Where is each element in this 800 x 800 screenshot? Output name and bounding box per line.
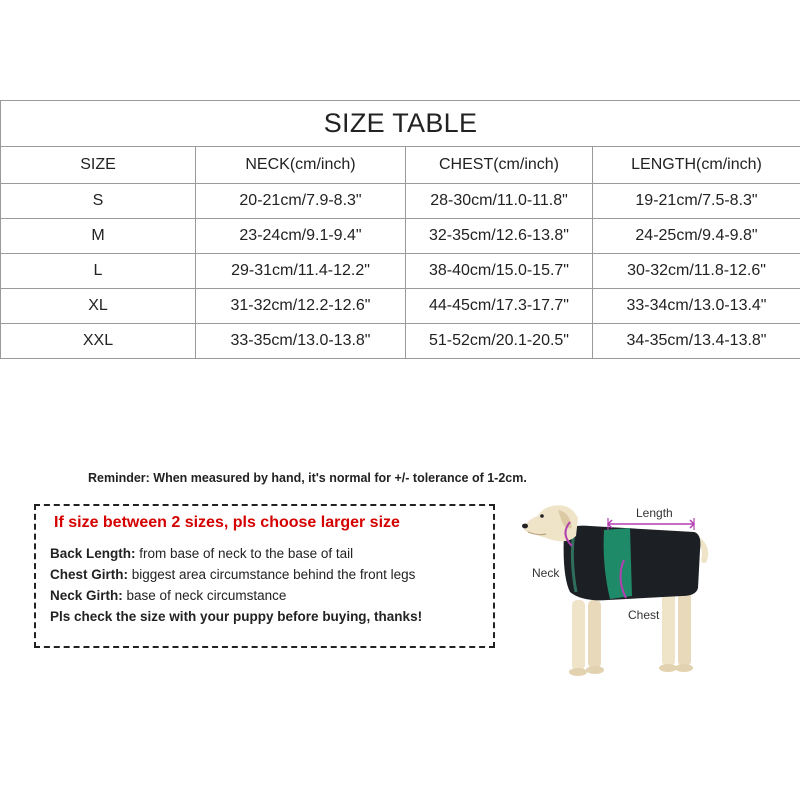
- measurement-guide-box: [34, 504, 495, 648]
- neck-girth-term: Neck Girth:: [50, 588, 123, 603]
- neck-label: Neck: [532, 566, 560, 580]
- chest-label: Chest: [628, 608, 660, 622]
- dog-measurement-figure: [512, 500, 712, 690]
- neck-cell: 31-32cm/12.2-12.6": [196, 289, 406, 324]
- neck-cell: 29-31cm/11.4-12.2": [196, 254, 406, 289]
- coat-shape: [564, 526, 701, 601]
- table-row: [1, 289, 800, 324]
- size-advice-headline: If size between 2 sizes, pls choose larger size: [54, 514, 400, 531]
- chest-girth-text: biggest area circumstance behind the front legs: [128, 567, 416, 582]
- neck-cell: 33-35cm/13.0-13.8": [196, 324, 406, 359]
- size-cell: M: [1, 219, 196, 254]
- column-header-neck: NECK(cm/inch): [196, 147, 406, 184]
- neck-girth-text: base of neck circumstance: [122, 588, 287, 603]
- column-header-size: SIZE: [1, 147, 196, 184]
- table-row: [1, 184, 800, 219]
- chest-cell: 51-52cm/20.1-20.5": [406, 324, 593, 359]
- closing-note: Pls check the size with your puppy before buying, thanks!: [50, 609, 423, 624]
- table-row: [1, 254, 800, 289]
- length-cell: 24-25cm/9.4-9.8": [593, 219, 800, 254]
- back-length-text: from base of neck to the base of tail: [135, 546, 354, 561]
- chest-cell: 28-30cm/11.0-11.8": [406, 184, 593, 219]
- table-title: SIZE TABLE: [1, 101, 800, 147]
- table-row: [1, 324, 800, 359]
- length-label: Length: [636, 506, 673, 520]
- length-cell: 19-21cm/7.5-8.3": [593, 184, 800, 219]
- size-cell: L: [1, 254, 196, 289]
- back-length-term: Back Length:: [50, 546, 136, 561]
- length-cell: 33-34cm/13.0-13.4": [593, 289, 800, 324]
- chest-girth-term: Chest Girth:: [50, 567, 129, 582]
- length-cell: 34-35cm/13.4-13.8": [593, 324, 800, 359]
- size-cell: XXL: [1, 324, 196, 359]
- table-header-row: [1, 147, 800, 184]
- table-title-row: [1, 101, 800, 147]
- neck-cell: 20-21cm/7.9-8.3": [196, 184, 406, 219]
- back-length-note: [50, 546, 353, 561]
- size-cell: XL: [1, 289, 196, 324]
- length-cell: 30-32cm/11.8-12.6": [593, 254, 800, 289]
- dog-illustration: [512, 500, 712, 690]
- neck-cell: 23-24cm/9.1-9.4": [196, 219, 406, 254]
- chest-cell: 38-40cm/15.0-15.7": [406, 254, 593, 289]
- column-header-length: LENGTH(cm/inch): [593, 147, 800, 184]
- chest-girth-note: [50, 567, 415, 582]
- tolerance-reminder: Reminder: When measured by hand, it's normal for +/- tolerance of 1-2cm.: [88, 471, 527, 485]
- coat-panel: [604, 528, 632, 599]
- column-header-chest: CHEST(cm/inch): [406, 147, 593, 184]
- neck-girth-note: [50, 588, 286, 603]
- chest-cell: 44-45cm/17.3-17.7": [406, 289, 593, 324]
- chest-cell: 32-35cm/12.6-13.8": [406, 219, 593, 254]
- size-cell: S: [1, 184, 196, 219]
- table-row: [1, 219, 800, 254]
- size-table: [0, 100, 800, 359]
